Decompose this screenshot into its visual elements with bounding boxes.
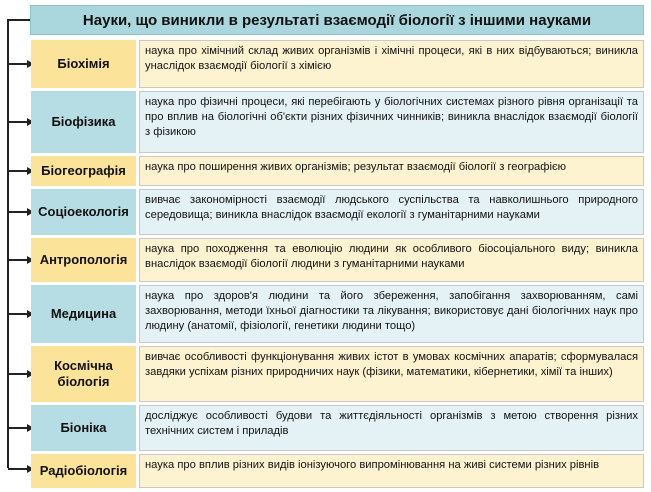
connector-top-link — [7, 19, 30, 21]
science-description: наука про фізичні процеси, які перебігають у біологічних системах різного рівня організації та про вплив на біологічні об'єкти різних фізичних чинників; виникла внаслідок взаємодії біології з фізикою — [139, 91, 644, 153]
science-description: наука про поширення живих організмів; результат взаємодії біології з географією — [139, 156, 644, 186]
row-space-biology — [0, 346, 651, 402]
science-description: наука про вплив різних видів іонізуючого випромінювання на живі системи різних рівнів — [139, 454, 644, 488]
science-description: наука про здоров'я людини та його збереження, запобігання захворюванням, самі захворювання, методи їхньої діагностики та лікування; використовує дані біологічних наук про людину (анатомії, фізіології, генетики людини тощо) — [139, 285, 644, 343]
science-label: Космічна біологія — [31, 346, 136, 402]
science-label: Радіобіологія — [31, 454, 136, 488]
arrow-icon — [8, 427, 28, 429]
arrow-icon — [8, 211, 28, 213]
science-description: наука про хімічний склад живих організмів і хімічні процеси, які в них відбуваються; виникла унаслідок взаємодії біології з хімією — [139, 40, 644, 88]
science-label: Біофізика — [31, 91, 136, 153]
science-label: Соціоекологія — [31, 189, 136, 235]
row-radiobiology — [0, 454, 651, 488]
science-label: Медицина — [31, 285, 136, 343]
arrow-icon — [8, 313, 28, 315]
science-label: Біохімія — [31, 40, 136, 88]
science-description: досліджує особливості будови та життєдіяльності організмів з метою створення різних технічних систем і приладів — [139, 405, 644, 451]
science-label: Біоніка — [31, 405, 136, 451]
row-anthropology — [0, 238, 651, 282]
row-biophysics — [0, 91, 651, 153]
science-label: Антропологія — [31, 238, 136, 282]
arrow-icon — [8, 170, 28, 172]
row-bionics — [0, 405, 651, 451]
arrow-icon — [8, 63, 28, 65]
science-label: Біогеографія — [31, 156, 136, 186]
arrow-icon — [8, 468, 28, 470]
science-description: наука про походження та еволюцію людини як особливого біосоціального виду; виникла внаслідок взаємодії біології людини з гуманітарними науками — [139, 238, 644, 282]
science-description: вивчає особливості функціонування живих істот в умовах космічних апаратів; сформувалася завдяки успіхам різних природничих наук (фізики, математики, кібернетики, хімії та інших) — [139, 346, 644, 402]
row-medicine — [0, 285, 651, 343]
arrow-icon — [8, 373, 28, 375]
arrow-icon — [8, 259, 28, 261]
row-biochemistry — [0, 40, 651, 88]
arrow-icon — [8, 121, 28, 123]
row-socioecology — [0, 189, 651, 235]
science-description: вивчає закономірності взаємодії людського суспільства та навколишнього природного середовища; виникла внаслідок взаємодії екології з гуманітарними науками — [139, 189, 644, 235]
row-biogeography — [0, 156, 651, 186]
diagram-title: Науки, що виникли в результаті взаємодії біології з іншими науками — [30, 5, 644, 35]
